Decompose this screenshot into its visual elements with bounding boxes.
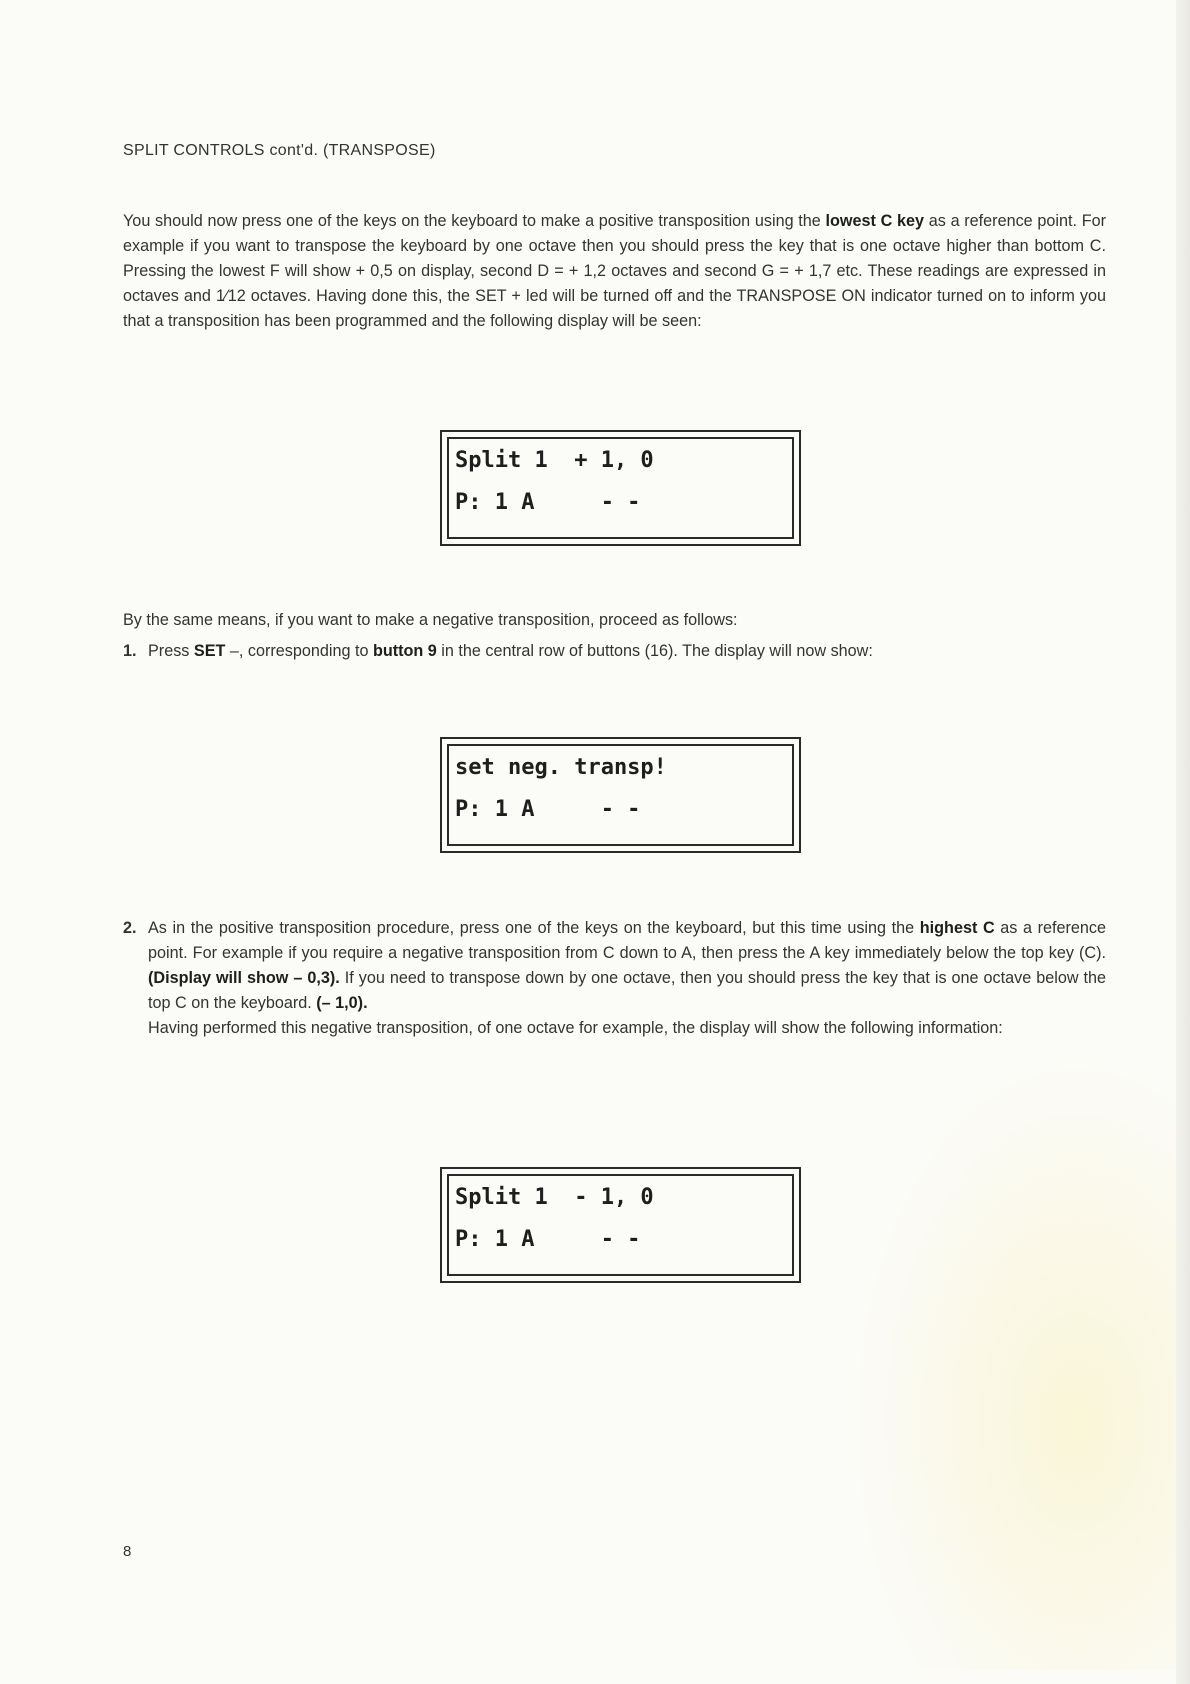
- step-2-text-4: Having performed this negative transposition, of one octave for example, the display will show the following information:: [148, 1019, 1003, 1037]
- step-2-text-1: As in the positive transposition procedure, press one of the keys on the keyboard, but this time using the: [148, 919, 920, 937]
- step-1-bold-button: button 9: [372, 642, 437, 660]
- step-1-number: 1.: [123, 642, 137, 660]
- step-2-text-2: as a reference point. For example if you require a negative transposition from C down to A, then press the A key immediately below the top key (C).: [148, 919, 1107, 962]
- lcd-line-2: P: 1 A - -: [455, 1227, 641, 1252]
- intro-fraction: 1⁄12: [215, 287, 246, 305]
- lcd-line-1: Split 1 + 1, 0: [455, 448, 654, 473]
- lcd-display-positive: [440, 430, 801, 546]
- step-2-bold-display: (Display will show – 0,3).: [148, 969, 340, 987]
- step-1-bold-set: SET: [193, 642, 226, 660]
- lcd-line-1: Split 1 - 1, 0: [455, 1185, 654, 1210]
- lcd-line-2: P: 1 A - -: [455, 797, 641, 822]
- intro-paragraph: [123, 209, 1106, 334]
- step-1-text-1: Press: [148, 642, 194, 660]
- lcd-display-set-negative: [440, 737, 801, 853]
- lcd-line-1: set neg. transp!: [455, 755, 667, 780]
- lcd-line-2: P: 1 A - -: [455, 490, 641, 515]
- intro-text-3: octaves. Having done this, the SET + led will be turned off and the TRANSPOSE ON indicator turned on to inform you that a transposition has been programmed and the following display will be seen:: [123, 287, 1106, 330]
- intro-text-2: as a reference point. For example if you want to transpose the keyboard by one octave then you should press the key that is one octave higher than bottom C. Pressing the lowest F will show + 0,5 on display, second D = + 1,2 octaves and second G = + 1,7 etc. These readings are expressed in octaves and: [123, 212, 1106, 305]
- step-2-text: [148, 916, 1106, 1041]
- step-2-bold-highest-c: highest C: [919, 919, 995, 937]
- section-heading: SPLIT CONTROLS cont'd. (TRANSPOSE): [123, 142, 436, 159]
- step-2-number: 2.: [123, 919, 137, 937]
- intro-bold-lowest-c: lowest C key: [825, 212, 925, 230]
- step-1-text-2: –, corresponding to: [225, 642, 373, 660]
- negative-lead-paragraph: By the same means, if you want to make a negative transposition, proceed as follows:: [123, 611, 738, 629]
- paper-tint: [846, 1050, 1176, 1670]
- page-number: 8: [123, 1543, 132, 1560]
- step-2-text-3: If you need to transpose down by one octave, then you should press the key that is one octave below the top C on the keyboard.: [148, 969, 1107, 1012]
- lcd-display-negative: [440, 1167, 801, 1283]
- step-1-text-3: in the central row of buttons (16). The display will now show:: [436, 642, 873, 660]
- step-1-text: [148, 639, 1106, 664]
- page-edge: [1176, 0, 1190, 1684]
- intro-text-1: You should now press one of the keys on the keyboard to make a positive transposition using the: [123, 212, 826, 230]
- step-2-bold-octave: (– 1,0).: [316, 994, 368, 1012]
